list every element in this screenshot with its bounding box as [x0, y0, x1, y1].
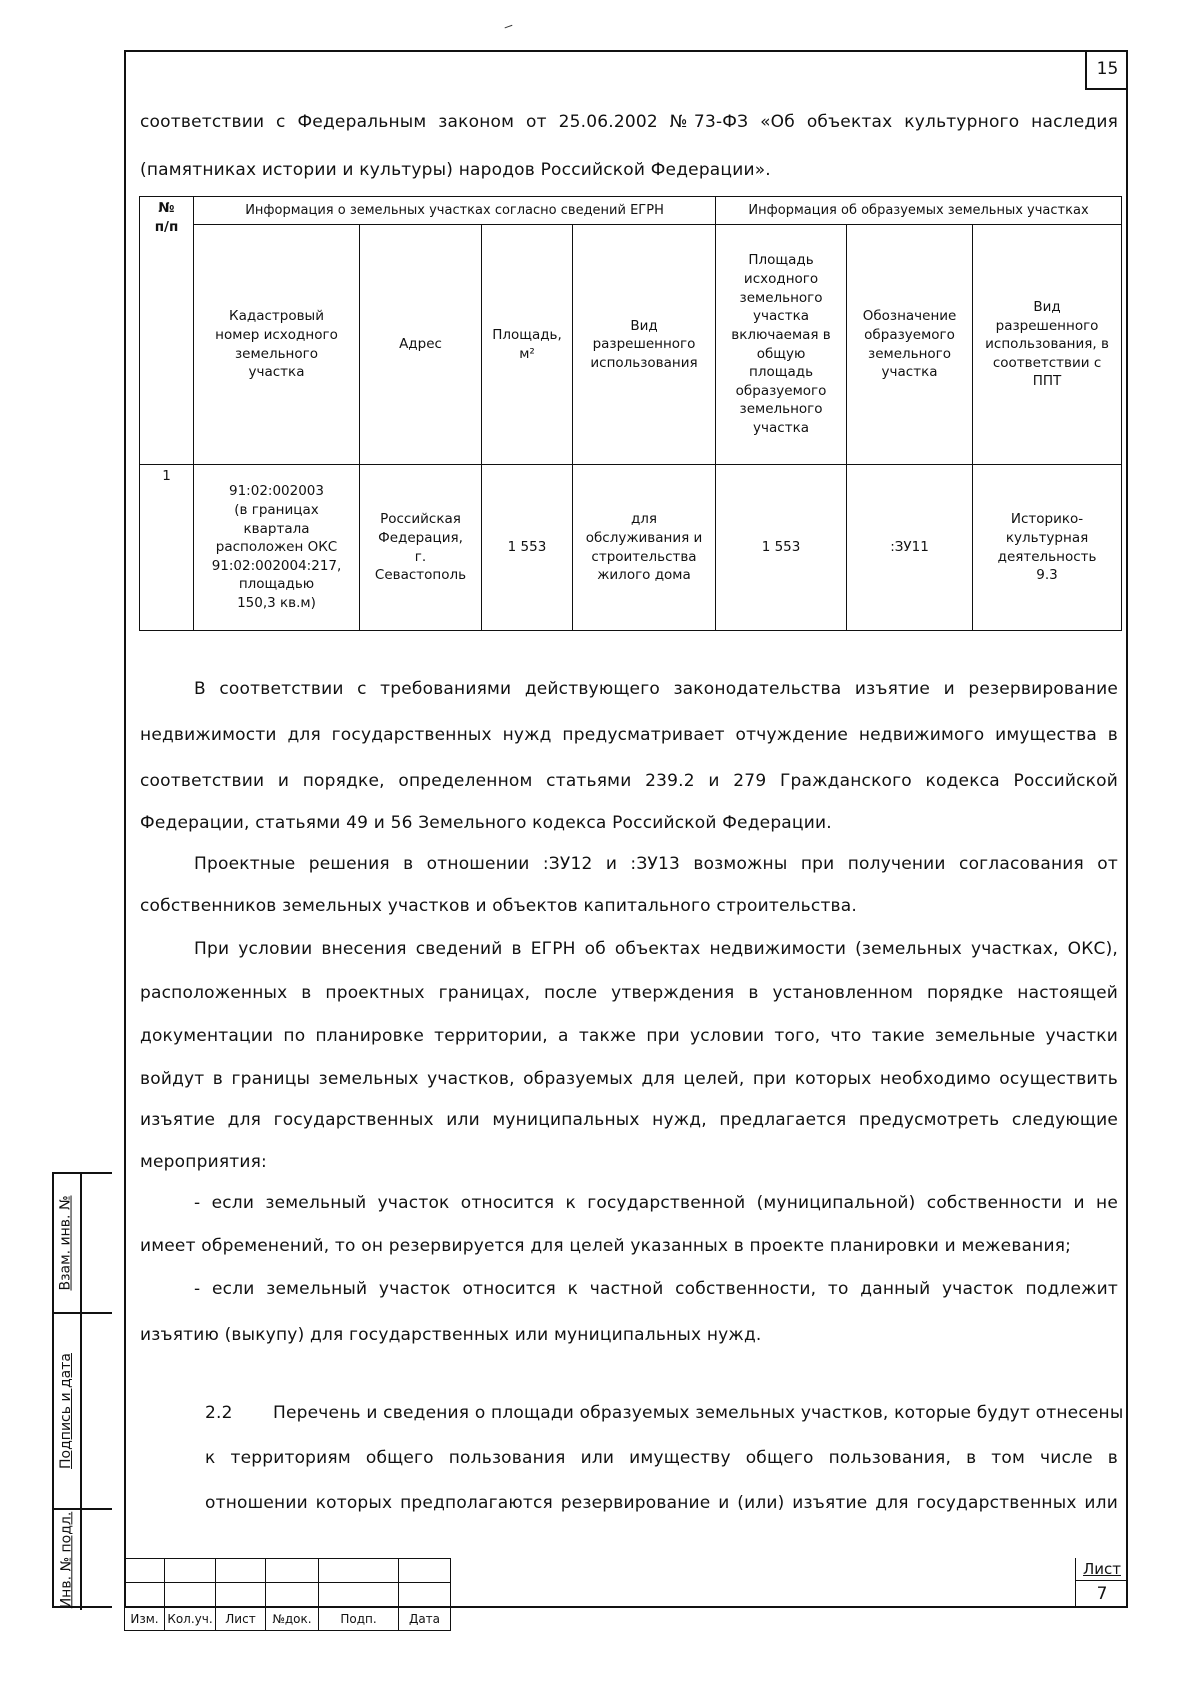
- sheet-number: 7: [1096, 1584, 1108, 1604]
- body-line: Проектные решения в отношении :ЗУ12 и :ЗУ13 возможны при получении согласования от: [194, 854, 1118, 874]
- cell-designation: :ЗУ11: [847, 465, 973, 631]
- table-row: [140, 465, 1122, 631]
- body-line: - если земельный участок относится к государственной (муниципальной) собственности и не: [194, 1193, 1118, 1213]
- body-line: имеет обременений, то он резервируется для целей указанных в проекте планировки и межевания;: [140, 1236, 1072, 1256]
- side-label-signature-date: Подпись и дата: [58, 1353, 74, 1469]
- land-plots-table: [139, 196, 1122, 631]
- side-label-inv-original: Инв. № подл.: [58, 1511, 74, 1609]
- body-line: войдут в границы земельных участков, образуемых для целей, при которых необходимо осуществить: [140, 1069, 1118, 1089]
- body-line: изъятие для государственных или муниципальных нужд, предлагается предусмотреть следующие: [140, 1110, 1118, 1130]
- section-2-2-line-2: к территориям общего пользования или имуществу общего пользования, в том числе в: [205, 1448, 1118, 1468]
- title-col-count: Кол.уч.: [165, 1607, 216, 1631]
- cell-use-ppt: Историко- культурная деятельность 9.3: [973, 465, 1122, 631]
- section-2-2-text: Перечень и сведения о площади образуемых земельных участков, которые будут отнесены: [273, 1403, 1124, 1423]
- cell-use: для обслуживания и строительства жилого дома: [573, 465, 716, 631]
- body-line: изъятию (выкупу) для государственных или муниципальных нужд.: [140, 1325, 762, 1345]
- header-designation: Обозначение образуемого земельного участка: [847, 225, 973, 465]
- body-line: собственников земельных участков и объектов капитального строительства.: [140, 896, 857, 916]
- page-number: 15: [1085, 50, 1128, 90]
- body-line: Федерации, статьями 49 и 56 Земельного кодекса Российской Федерации.: [140, 813, 832, 833]
- cell-area-included: 1 553: [716, 465, 847, 631]
- header-cadastral: Кадастровый номер исходного земельного участка: [194, 225, 360, 465]
- header-use: Вид разрешенного использования: [573, 225, 716, 465]
- section-2-2-number: 2.2: [205, 1403, 233, 1423]
- intro-line-1: соответствии с Федеральным законом от 25.06.2002 №73-ФЗ «Об объектах культурного наследия: [140, 112, 1118, 132]
- scan-mark: [505, 25, 514, 31]
- body-line: соответствии и порядке, определенном статьями 239.2 и 279 Гражданского кодекса Российской: [140, 771, 1118, 791]
- sheet-label: Лист: [1076, 1558, 1128, 1581]
- title-col-change: Изм.: [125, 1607, 165, 1631]
- side-label-replace-inv: Взам. инв. №: [58, 1195, 74, 1291]
- cell-area: 1 553: [482, 465, 573, 631]
- section-2-2-line-3: отношении которых предполагаются резервирование и (или) изъятие для государственных или: [205, 1493, 1118, 1513]
- egrn-group-header: Информация о земельных участках согласно сведений ЕГРН: [194, 197, 716, 225]
- intro-line-2: (памятниках истории и культуры) народов Российской Федерации».: [140, 160, 771, 180]
- title-col-doc: №док.: [266, 1607, 319, 1631]
- cell-address: Российская Федерация, г. Севастополь: [360, 465, 482, 631]
- section-2-2-line-1: [205, 1403, 1124, 1423]
- body-line: документации по планировке территории, а также при условии того, что такие земельные участки: [140, 1026, 1118, 1046]
- body-line: В соответствии с требованиями действующего законодательства изъятие и резервирование: [194, 679, 1118, 699]
- sheet-box: [1075, 1558, 1128, 1608]
- body-line: При условии внесения сведений в ЕГРН об объектах недвижимости (земельных участках, ОКС),: [194, 939, 1118, 959]
- header-use-ppt: Вид разрешенного использования, в соответствии с ППТ: [973, 225, 1122, 465]
- cell-cadastral: 91:02:002003 (в границах квартала расположен ОКС 91:02:002004:217, площадью 150,3 кв.м): [194, 465, 360, 631]
- side-stamp: [52, 1172, 112, 1608]
- col-no-header: № п/п: [140, 197, 194, 465]
- body-line: недвижимости для государственных нужд предусматривает отчуждение недвижимого имущества в: [140, 725, 1118, 745]
- title-col-date: Дата: [399, 1607, 451, 1631]
- header-area: Площадь, м²: [482, 225, 573, 465]
- body-line: мероприятия:: [140, 1152, 267, 1172]
- header-area-included: Площадь исходного земельного участка включаемая в общую площадь образуемого земельного участка: [716, 225, 847, 465]
- body-line: расположенных в проектных границах, после утверждения в установленном порядке настоящей: [140, 983, 1118, 1003]
- title-col-sheet: Лист: [216, 1607, 266, 1631]
- body-line: - если земельный участок относится к частной собственности, то данный участок подлежит: [194, 1279, 1118, 1299]
- new-plots-group-header: Информация об образуемых земельных участках: [716, 197, 1122, 225]
- title-block: [124, 1558, 451, 1631]
- header-address: Адрес: [360, 225, 482, 465]
- cell-no: 1: [140, 465, 194, 631]
- title-col-sign: Подп.: [319, 1607, 399, 1631]
